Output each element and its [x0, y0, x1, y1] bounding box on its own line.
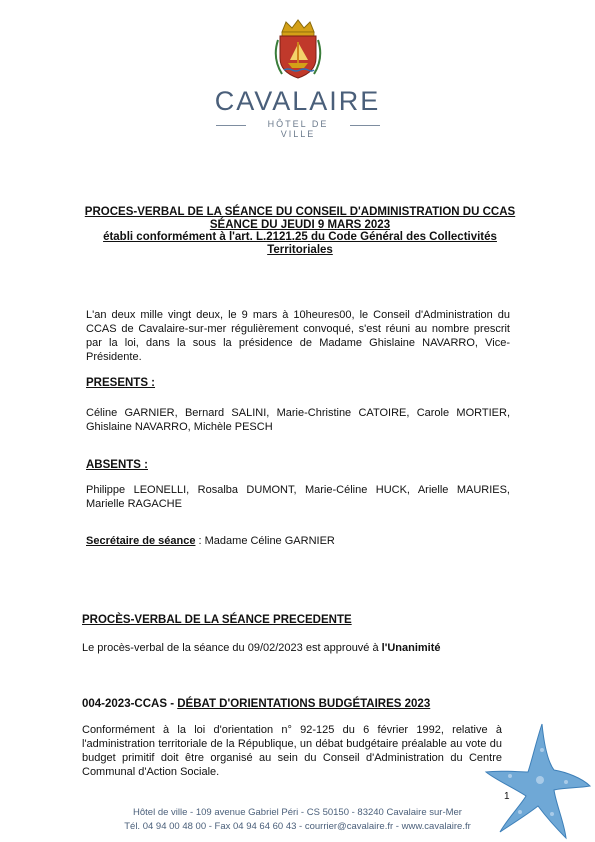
- absents-list: Philippe LEONELLI, Rosalba DUMONT, Marie-Céline HUCK, Arielle MAURIES, Marielle RAGACHE: [86, 484, 510, 510]
- footer-contact: Tél. 04 94 00 48 00 - Fax 04 94 64 60 43 - courrier@cavalaire.fr - www.cavalaire.fr: [124, 821, 471, 832]
- brand-subtitle-text: HÔTEL DE VILLE: [267, 119, 329, 139]
- secretary-label: Secrétaire de séance: [86, 535, 196, 547]
- title-line-1: PROCES-VERBAL DE LA SÉANCE DU CONSEIL D'ADMINISTRATION DU CCAS: [84, 206, 516, 218]
- previous-minutes-text: [82, 641, 441, 655]
- previous-minutes-body: Le procès-verbal de la séance du 09/02/2023 est approuvé à: [82, 642, 382, 654]
- presents-list: Céline GARNIER, Bernard SALINI, Marie-Christine CATOIRE, Carole MORTIER, Ghislaine NAVARRO, Michèle PESCH: [86, 407, 510, 433]
- footer-address: Hôtel de ville - 109 avenue Gabriel Péri - CS 50150 - 83240 Cavalaire sur-Mer: [133, 807, 462, 818]
- document-title: [80, 206, 520, 256]
- absents-heading: ABSENTS :: [86, 459, 148, 471]
- title-line-3: établi conformément à l'art. L.2121.25 du Code Général des Collectivités Territoriales: [103, 231, 497, 256]
- brand-subtitle: [216, 119, 380, 139]
- secretary-value: : Madame Céline GARNIER: [195, 535, 335, 547]
- presents-heading: PRESENTS :: [86, 377, 156, 389]
- budget-debate-text: Conformément à la loi d'orientation n° 92-125 du 6 février 1992, relative à l'administration territoriale de la République, un débat budgétaire préalable au vote du budget primitif doit être organisé au sein du Conseil d'Administration du Centre Communal d'Action Sociale.: [82, 724, 502, 778]
- secretary-line: [86, 534, 335, 548]
- city-crest-icon: [272, 18, 324, 82]
- intro-paragraph: L'an deux mille vingt deux, le 9 mars à 10heures00, le Conseil d'Administration du CCAS de Cavalaire-sur-mer régulièrement convoqué, s'est réuni au nombre prescrit par la loi, dans la sous la présidence de Madame Ghislaine NAVARRO, Vice-Présidente.: [86, 309, 510, 363]
- brand-name: CAVALAIRE: [214, 86, 381, 116]
- budget-debate-heading: [82, 697, 430, 711]
- previous-minutes-result: l'Unanimité: [381, 642, 441, 654]
- divider: [350, 125, 380, 126]
- title-line-2: SÉANCE DU JEUDI 9 MARS 2023: [209, 218, 391, 231]
- page-number: 1: [504, 791, 510, 802]
- divider: [216, 125, 246, 126]
- budget-debate-ref: 004-2023-CCAS -: [82, 698, 178, 710]
- budget-debate-title: DÉBAT D'ORIENTATIONS BUDGÉTAIRES 2023: [177, 698, 431, 710]
- previous-minutes-heading: PROCÈS-VERBAL DE LA SÉANCE PRECEDENTE: [82, 614, 352, 626]
